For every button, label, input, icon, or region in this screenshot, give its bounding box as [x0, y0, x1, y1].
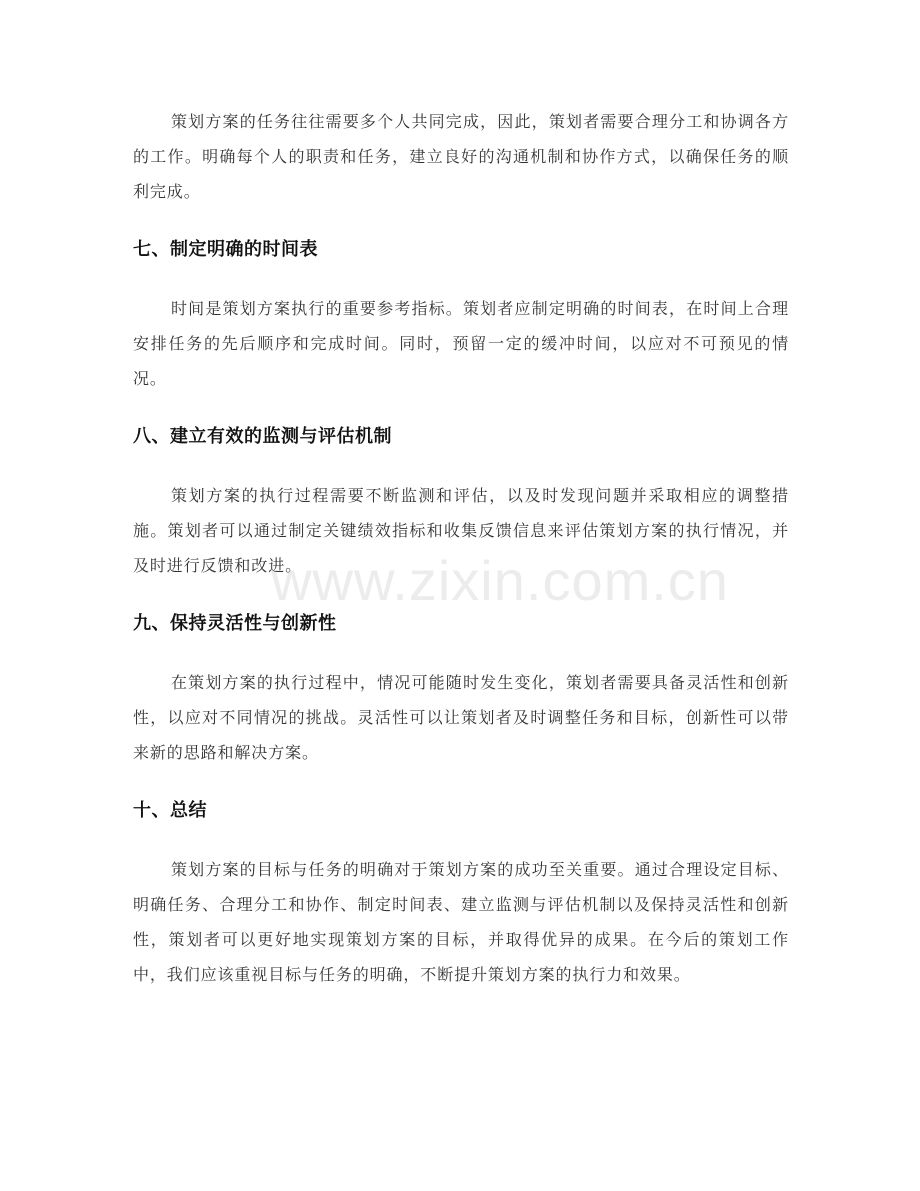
- heading-section-10: 十、总结: [133, 800, 207, 821]
- heading-section-9: 九、保持灵活性与创新性: [133, 613, 337, 634]
- document-body: [133, 104, 789, 1021]
- paragraph-monitoring: 策划方案的执行过程需要不断监测和评估，以及时发现问题并采取相应的调整措施。策划者可以通过制定关键绩效指标和收集反馈信息来评估策划方案的执行情况，并及时进行反馈和改进。: [133, 486, 789, 575]
- heading-section-7: 七、制定明确的时间表: [133, 239, 318, 260]
- heading-section-8: 八、建立有效的监测与评估机制: [133, 426, 392, 447]
- watermark-text: www.zixin.com.cn: [271, 549, 729, 612]
- paragraph-summary: 策划方案的目标与任务的明确对于策划方案的成功至关重要。通过合理设定目标、明确任务、合理分工和协作、制定时间表、建立监测与评估机制以及保持灵活性和创新性，策划者可以更好地实现策划方案的目标，并取得优异的成果。在今后的策划工作中，我们应该重视目标与任务的明确，不断提升策划方案的执行力和效果。: [133, 860, 789, 984]
- paragraph-timetable: 时间是策划方案执行的重要参考指标。策划者应制定明确的时间表，在时间上合理安排任务的先后顺序和完成时间。同时，预留一定的缓冲时间，以应对不可预见的情况。: [133, 299, 789, 388]
- paragraph-task-division: 策划方案的任务往往需要多个人共同完成，因此，策划者需要合理分工和协调各方的工作。明确每个人的职责和任务，建立良好的沟通机制和协作方式，以确保任务的顺利完成。: [133, 112, 789, 201]
- paragraph-flexibility: 在策划方案的执行过程中，情况可能随时发生变化，策划者需要具备灵活性和创新性，以应对不同情况的挑战。灵活性可以让策划者及时调整任务和目标，创新性可以带来新的思路和解决方案。: [133, 673, 789, 762]
